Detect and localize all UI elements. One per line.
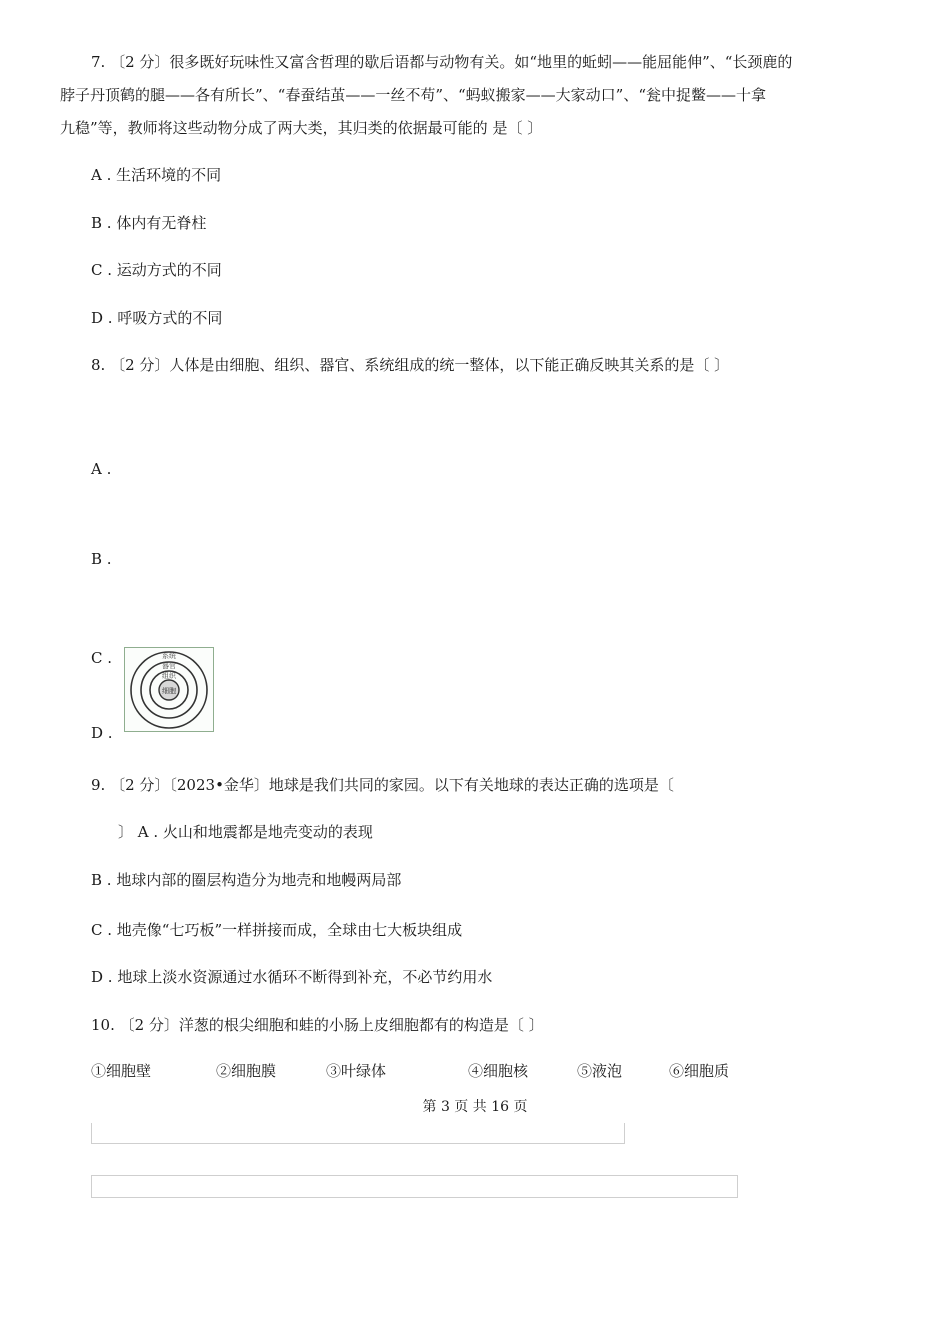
q10-stem: 10. 〔2 分〕洋葱的根尖细胞和蛙的小肠上皮细胞都有的构造是〔 〕 [91, 1016, 544, 1034]
q8-stem: 8. 〔2 分〕人体是由细胞、组织、器官、系统组成的统一整体，以下能正确反映其关系的是〔 〕 [91, 356, 730, 374]
q7-stem-line-2: 脖子丹顶鹤的腿——各有所长”、“春蚕结茧——一丝不苟”、“蚂蚁搬家——大家动口”、“瓮中捉鳖——十拿 [60, 86, 767, 104]
q10-choice-4: ④细胞核 [468, 1062, 529, 1080]
q7-option-c: C . 运动方式的不同 [91, 261, 222, 279]
diagram-label-organ: 器官 [162, 662, 176, 670]
q9-option-a: 〕 A . 火山和地震都是地壳变动的表现 [118, 823, 373, 841]
q10-choice-2: ②细胞膜 [216, 1062, 277, 1080]
q9-option-b: B . 地球内部的圈层构造分为地壳和地幔两局部 [91, 871, 402, 889]
concentric-circles-diagram [124, 647, 214, 732]
q9-option-d: D . 地球上淡水资源通过水循环不断得到补充，不必节约用水 [91, 968, 493, 986]
q8-option-b: B . [91, 550, 112, 568]
q8-option-d: D . [91, 724, 113, 742]
q8-option-c: C . [91, 649, 113, 667]
q10-choice-1: ①细胞壁 [91, 1062, 152, 1080]
q7-option-b: B . 体内有无脊柱 [91, 214, 207, 232]
q7-stem-line-3: 九稳”等，教师将这些动物分成了两大类，其归类的依据最可能的 是〔 〕 [60, 119, 543, 137]
q7-stem-line-1: 7. 〔2 分〕很多既好玩味性又富含哲理的歇后语都与动物有关。如“地里的蚯蚓——能屈能伸”、“长颈鹿的 [91, 53, 793, 71]
concentric-circles-svg [125, 648, 213, 731]
q7-option-d: D . 呼吸方式的不同 [91, 309, 223, 327]
diagram-label-cell: 细胞 [162, 687, 176, 695]
q7-option-a: A . 生活环境的不同 [91, 166, 222, 184]
q9-stem: 9. 〔2 分〕〔2023•金华〕地球是我们共同的家园。以下有关地球的表达正确的选项是〔 [91, 776, 674, 794]
q10-choice-6: ⑥细胞质 [669, 1062, 730, 1080]
page-footer: 第 3 页 共 16 页 [422, 1099, 528, 1115]
q10-choices [91, 1061, 791, 1081]
diagram-label-system: 系统 [162, 652, 176, 660]
q8-option-a: A . [91, 460, 112, 478]
q9-option-c: C . 地壳像“七巧板”一样拼接而成，全球由七大板块组成 [91, 921, 463, 939]
answer-table-fragment-1 [91, 1123, 625, 1144]
q10-choice-5: ⑤液泡 [577, 1062, 623, 1080]
answer-table-fragment-2 [91, 1175, 738, 1198]
q10-choice-3: ③叶绿体 [326, 1062, 387, 1080]
diagram-label-tissue: 组织 [162, 672, 176, 680]
